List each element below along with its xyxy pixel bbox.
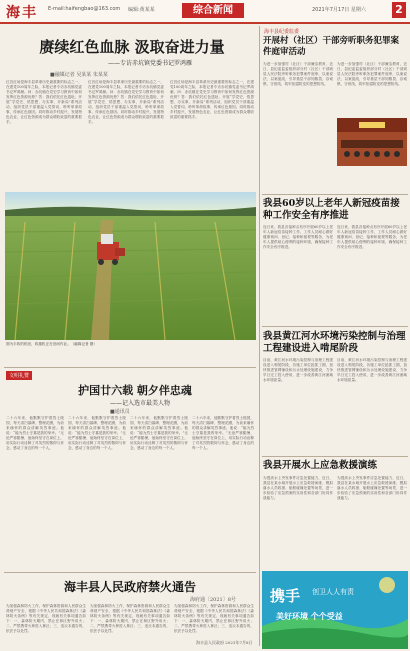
feature-title: 护国廿六载 朝夕伴忠魂 bbox=[78, 384, 192, 397]
header-editor: 编辑:黄某某 bbox=[128, 7, 155, 13]
article-body: 连日来，我县各接种点有序开展60岁以上老年人新冠疫苗接种工作，工作人员耐心做好健康询问、登记、接种和留观等服务，为老年人提供贴心便利的接种环境，确保接种工作安全有序推进。 bbox=[337, 225, 407, 249]
ad-slogan-main: 携手 bbox=[270, 587, 301, 605]
courtroom-photo bbox=[337, 118, 407, 166]
feature-body: 二十六年来，他默默守护着烈士陵园，每天清扫墓碑、整理花圈，为前来缅怀的群众讲解英烈事迹。他说：“能为烈士守墓是我的荣幸。”无论严寒酷暑，他始终坚守在岗位上，用实际行动诠释了对英烈的敬仰与怀念，感动了身边的每一个人。 bbox=[192, 416, 254, 450]
notice-body: 为加强森林防火工作，保护森林资源和人民群众生命财产安全，根据《中华人民共和国森林法》《森林防火条例》等有关规定，现就有关事项通告如下：一、森林防火期内，禁止在林区野外用火；二、严禁携带火种进入林区；三、违反本通告的，依法予以处罚。 bbox=[90, 604, 170, 633]
article-body: 连日来，我县各接种点有序开展60岁以上老年人新冠疫苗接种工作，工作人员耐心做好健康询问、登记、接种和留观等服务，为老年人提供贴心便利的接种环境，确保接种工作安全有序推进。 bbox=[263, 225, 333, 249]
column-divider bbox=[259, 26, 260, 646]
notice-number: 海府通〔2021〕8号 bbox=[190, 597, 236, 603]
article-body: 目前，黄江河水环境污染控制与治理工程建设进入啃尾阶段，各施工单位抢抓工期，加快推进管网铺设和污水处理设施建设，力争早日完工投入使用，进一步改善黄江河流域水环境质量。 bbox=[337, 358, 407, 382]
lead-body: 红宫红场是海丰县革命历史最重要的标志之一，在建党100周年之际，本报记者专访赤坑镇党委书记罗鸿雁。问：赤坑镇在党史学习教育中如何发挥红色资源优势？答：我们依托红色遗址，开展“学党史、悟思想、办实事、开新局”系列活动，组织党员干部重温入党誓词，聆听革命故事，传承红色基因。同时推动乡村振兴，发展特色农业，让红色资源成为群众增收致富的重要抓手。 bbox=[88, 80, 164, 124]
feature-body: 二十六年来，他默默守护着烈士陵园，每天清扫墓碑、整理花圈，为前来缅怀的群众讲解英烈事迹。他说：“能为烈士守墓是我的荣幸。”无论严寒酷暑，他始终坚守在岗位上，用实际行动诠释了对英烈的敬仰与怀念，感动了身边的每一个人。 bbox=[6, 416, 64, 450]
photo-caption: 图为丰收的稻田，收割机正在田间作业。（融媒记者 摄） bbox=[6, 342, 97, 346]
header-email: E-mail:haifengbao@163.com bbox=[48, 6, 121, 12]
section-title: 综合新闻 bbox=[182, 3, 244, 18]
section-divider bbox=[262, 456, 408, 457]
section-divider bbox=[4, 367, 256, 368]
ad-slogan-line: 美好环境 个个受益 bbox=[276, 612, 343, 621]
feature-tag: 文明礼赞 bbox=[6, 371, 32, 380]
article-body: 为进一步加强村（社区）干部廉洁教育，近日，县纪委监委组织部分村（社区）干部到县人民法院旁听职务犯罪案件庭审，以案说法、以案促改，引导基层干部知敬畏、存戒惧、守底线，筑牢拒腐防变的思想防线。 bbox=[263, 62, 333, 86]
article-body: 为进一步加强村（社区）干部廉洁教育，近日，县纪委监委组织部分村（社区）干部到县人民法院旁听职务犯罪案件庭审，以案说法、以案促改，引导基层干部知敬畏、存戒惧、守底线，筑牢拒腐防变的思想防线。 bbox=[337, 62, 407, 86]
notice-body: 为加强森林防火工作，保护森林资源和人民群众生命财产安全，根据《中华人民共和国森林法》《森林防火条例》等有关规定，现就有关事项通告如下：一、森林防火期内，禁止在林区野外用火；二、严禁携带火种进入林区；三、违反本通告的，依法予以处罚。 bbox=[6, 604, 86, 633]
article-title: 开展村（社区）干部旁听职务犯罪案件庭审活动 bbox=[263, 36, 400, 57]
article-title: 我县60岁以上老年人新冠疫苗接种工作安全有序推进 bbox=[263, 198, 400, 221]
page-header bbox=[0, 0, 410, 24]
article-title: 我县开展水上应急救援演练 bbox=[263, 460, 378, 471]
lead-body: 红宫红场是海丰县革命历史最重要的标志之一，在建党100周年之际，本报记者专访赤坑镇党委书记罗鸿雁。问：赤坑镇在党史学习教育中如何发挥红色资源优势？答：我们依托红色遗址，开展“学党史、悟思想、办实事、开新局”系列活动，组织党员干部重温入党誓词，聆听革命故事，传承红色基因。同时推动乡村振兴，发展特色农业，让红色资源成为群众增收致富的重要抓手。 bbox=[170, 80, 254, 119]
notice-title: 海丰县人民政府禁火通告 bbox=[63, 580, 196, 594]
lead-byline: ■融媒记者 吴某某 朱某某 bbox=[50, 72, 108, 78]
header-date: 2021年7月17日 星期六 bbox=[312, 7, 366, 13]
lead-title: 赓续红色血脉 汲取奋进力量 bbox=[39, 38, 225, 56]
party-label: 海丰县纪委监委 bbox=[264, 29, 300, 35]
section-divider bbox=[262, 326, 408, 327]
page-number: 2 bbox=[392, 2, 406, 18]
lead-subtitle: ——专访赤坑镇党委书记罗鸿雁 bbox=[107, 60, 192, 67]
article-title: 我县黄江河水环境污染控制与治理工程建设进入啃尾阶段 bbox=[263, 331, 406, 354]
feature-subtitle: ——记入选市最美人物 bbox=[109, 400, 170, 407]
ad-slogan-line: 创卫人人有责 bbox=[312, 588, 354, 596]
feature-byline: ■通讯员 bbox=[110, 409, 130, 415]
article-body: 目前，黄江河水环境污染控制与治理工程建设进入啃尾阶段，各施工单位抢抓工期，加快推进管网铺设和污水处理设施建设，力争早日完工投入使用，进一步改善黄江河流域水环境质量。 bbox=[263, 358, 333, 382]
article-body: 为提高水上突发事件应急处置能力，近日，我县在某水域开展水上应急救援演练，模拟落水人员救援、船舶碰撞处置等场景，进一步检验了应急预案的实用性和各部门协同作战能力。 bbox=[337, 476, 407, 500]
section-divider bbox=[262, 194, 408, 195]
notice-signature: 海丰县人民政府 2021年7月8日 bbox=[196, 640, 253, 645]
masthead: 海丰 bbox=[6, 5, 38, 21]
public-service-ad bbox=[262, 571, 408, 649]
article-body: 为提高水上突发事件应急处置能力，近日，我县在某水域开展水上应急救援演练，模拟落水人员救援、船舶碰撞处置等场景，进一步检验了应急预案的实用性和各部门协同作战能力。 bbox=[263, 476, 333, 500]
lead-body: 红宫红场是海丰县革命历史最重要的标志之一，在建党100周年之际，本报记者专访赤坑镇党委书记罗鸿雁。问：赤坑镇在党史学习教育中如何发挥红色资源优势？答：我们依托红色遗址，开展“学党史、悟思想、办实事、开新局”系列活动，组织党员干部重温入党誓词，聆听革命故事，传承红色基因。同时推动乡村振兴，发展特色农业，让红色资源成为群众增收致富的重要抓手。 bbox=[6, 80, 82, 124]
rice-field-photo bbox=[5, 192, 256, 340]
feature-body: 二十六年来，他默默守护着烈士陵园，每天清扫墓碑、整理花圈，为前来缅怀的群众讲解英烈事迹。他说：“能为烈士守墓是我的荣幸。”无论严寒酷暑，他始终坚守在岗位上，用实际行动诠释了对英烈的敬仰与怀念，感动了身边的每一个人。 bbox=[130, 416, 188, 450]
notice-body: 为加强森林防火工作，保护森林资源和人民群众生命财产安全，根据《中华人民共和国森林法》《森林防火条例》等有关规定，现就有关事项通告如下：一、森林防火期内，禁止在林区野外用火；二、严禁携带火种进入林区；三、违反本通告的，依法予以处罚。 bbox=[174, 604, 254, 633]
feature-body: 二十六年来，他默默守护着烈士陵园，每天清扫墓碑、整理花圈，为前来缅怀的群众讲解英烈事迹。他说：“能为烈士守墓是我的荣幸。”无论严寒酷暑，他始终坚守在岗位上，用实际行动诠释了对英烈的敬仰与怀念，感动了身边的每一个人。 bbox=[68, 416, 126, 450]
section-divider bbox=[4, 572, 256, 573]
